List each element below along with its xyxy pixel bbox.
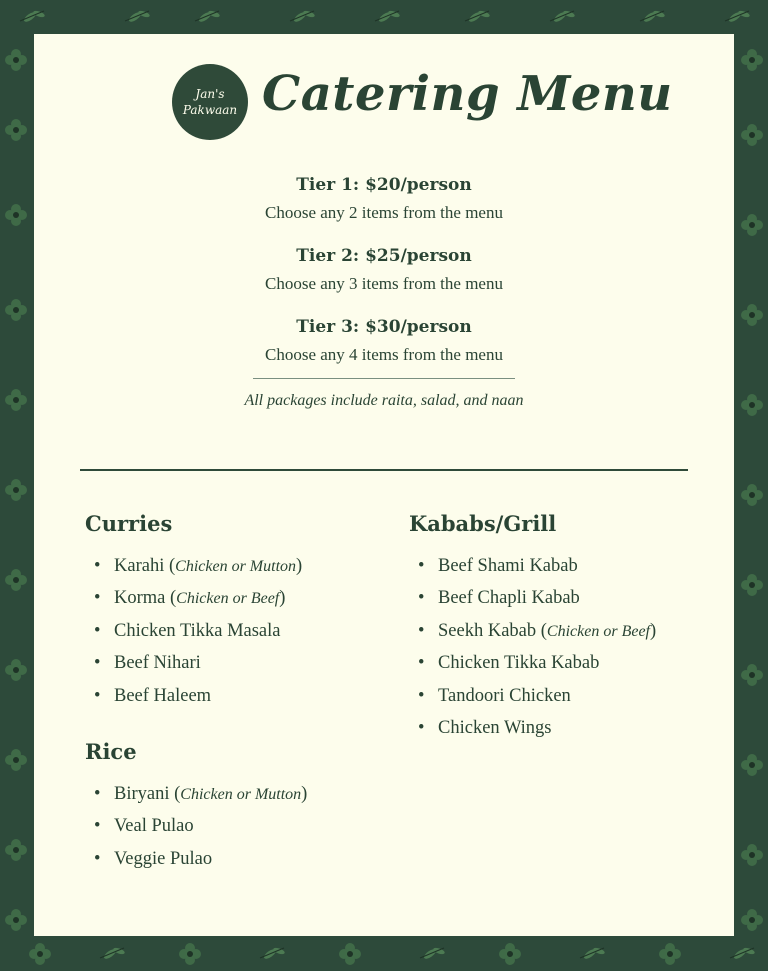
pricing-tiers	[34, 172, 734, 413]
menu-item-name: Beef Chapli Kabab	[438, 588, 580, 609]
tier-1-title: Tier 1: $20/person	[296, 175, 472, 195]
menu-item-name: Korma	[114, 588, 166, 609]
tier-divider	[253, 378, 515, 379]
kababs-heading: Kababs/Grill	[409, 511, 557, 536]
menu-item: • Korma (Chicken or Beef)	[85, 582, 385, 614]
rice-list	[85, 778, 385, 875]
section-divider	[80, 469, 688, 471]
menu-item-name: Seekh Kabab	[438, 620, 537, 641]
menu-item	[85, 843, 385, 875]
menu-item-name: Karahi	[114, 556, 165, 576]
menu-item-name: Veal Pulao	[114, 816, 194, 837]
menu-item	[409, 550, 709, 582]
menu-item	[85, 680, 385, 712]
menu-item: • Seekh Kabab (Chicken or Beef)	[409, 615, 709, 647]
menu-item	[409, 712, 709, 744]
menu-item-option-note: Chicken or Mutton	[180, 785, 302, 803]
menu-item-name: Chicken Tikka Kabab	[438, 653, 600, 674]
rice-heading: Rice	[85, 738, 137, 764]
menu-item: • Karahi (Chicken or Mutton)	[85, 550, 385, 582]
curries-list	[85, 550, 385, 712]
menu-item	[85, 647, 385, 679]
logo-line-1: Jan's	[195, 87, 225, 101]
includes-note: All packages include raita, salad, and naan	[244, 392, 524, 409]
curries-heading: Curries	[85, 511, 173, 536]
menu-item	[409, 680, 709, 712]
left-column	[85, 506, 385, 875]
menu-item-option-note: Chicken or Mutton	[175, 558, 297, 575]
tier-2-description: Choose any 3 items from the menu	[265, 274, 503, 293]
menu-item	[409, 647, 709, 679]
menu-item-name: Tandoori Chicken	[438, 685, 571, 706]
menu-item	[409, 582, 709, 614]
menu-item-name: Beef Haleem	[114, 685, 212, 706]
menu-header	[34, 64, 734, 144]
menu-card	[34, 34, 734, 936]
tier-2-title: Tier 2: $25/person	[296, 246, 472, 266]
menu-item-name: Chicken Wings	[438, 717, 552, 738]
logo-line-2: Pakwaan	[182, 103, 238, 117]
menu-item-name: Biryani	[114, 783, 170, 804]
brand-logo	[172, 64, 248, 140]
menu-item-name: Chicken Tikka Masala	[114, 620, 281, 641]
menu-item-option-note: Chicken or Beef	[176, 590, 280, 608]
menu-item-name: Beef Shami Kabab	[438, 556, 578, 576]
menu-item	[85, 615, 385, 647]
menu-item-name: Beef Nihari	[114, 653, 201, 674]
page-title: Catering Menu	[262, 66, 673, 122]
tier-3-title: Tier 3: $30/person	[296, 317, 472, 337]
menu-item: • Biryani (Chicken or Mutton)	[85, 778, 385, 810]
menu-item	[85, 810, 385, 842]
tier-3-description: Choose any 4 items from the menu	[265, 345, 503, 364]
kababs-list	[409, 550, 709, 744]
right-column	[409, 506, 709, 744]
tier-1-description: Choose any 2 items from the menu	[265, 203, 503, 222]
menu-item-option-note: Chicken or Beef	[546, 622, 650, 640]
menu-item-name: Veggie Pulao	[114, 848, 213, 869]
